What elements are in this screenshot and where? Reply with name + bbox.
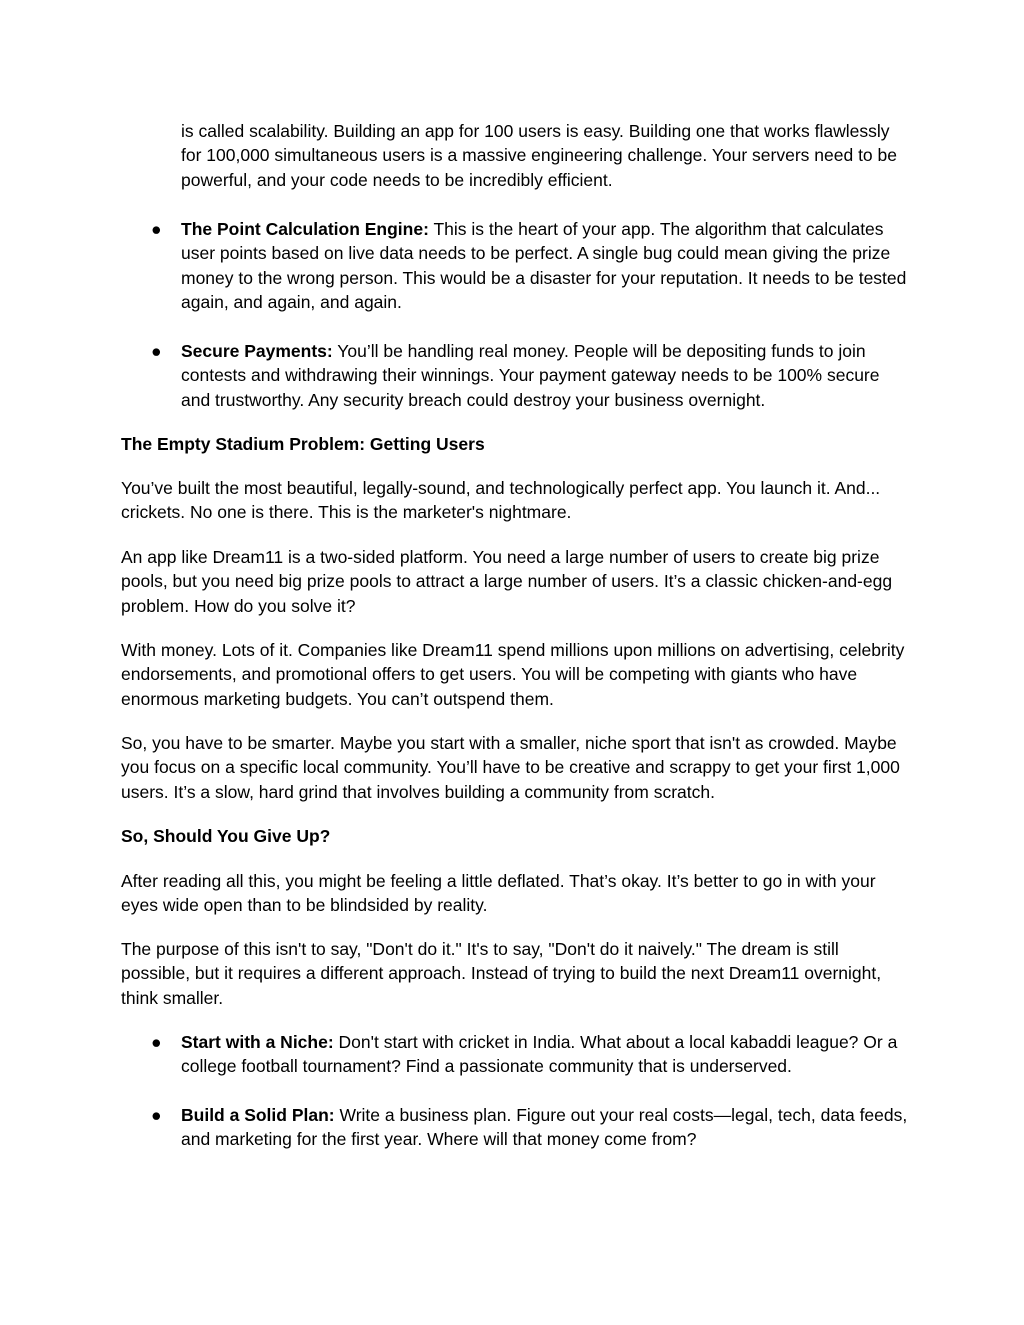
paragraph: You’ve built the most beautiful, legally-sound, and technologically perfect app. You launch it. And... crickets. No one is there. This is the marketer's nightmare.	[121, 478, 881, 523]
bullet-start-with-niche	[151, 1030, 911, 1079]
bullet-secure-payments	[151, 339, 911, 412]
section-heading-give-up: So, Should You Give Up?	[121, 826, 331, 846]
bullet-marker: ●	[151, 1105, 162, 1125]
bullet-title: Start with a Niche:	[181, 1032, 334, 1052]
continuation-paragraph: is called scalability. Building an app for 100 users is easy. Building one that works flawlessly for 100,000 simultaneous users is a massive engineering challenge. Your servers need to be powerful, and your code needs to be incredibly efficient.	[181, 121, 897, 190]
bullet-marker: ●	[151, 341, 162, 361]
bullet-body: This is the heart of your app. The algorithm that calculates user points based on live data needs to be perfect. A single bug could mean giving the prize money to the wrong person. This would be a disaster for your reputation. It needs to be tested again, and again, and again.	[181, 219, 907, 313]
bullet-body: Write a business plan. Figure out your real costs—legal, tech, data feeds, and marketing for the first year. Where will that money come from?	[181, 1105, 908, 1150]
bullet-point-calculation-engine	[151, 217, 911, 315]
bullet-body: Don't start with cricket in India. What about a local kabaddi league? Or a college football tournament? Find a passionate community that is underserved.	[181, 1032, 898, 1077]
section-heading-getting-users: The Empty Stadium Problem: Getting Users	[121, 434, 485, 454]
bullet-marker: ●	[151, 1032, 162, 1052]
bullet-body: You’ll be handling real money. People will be depositing funds to join contests and withdrawing their winnings. Your payment gateway needs to be 100% secure and trustworthy. Any security breach could destroy your business overnight.	[181, 341, 880, 410]
bullet-marker: ●	[151, 219, 162, 239]
paragraph: An app like Dream11 is a two-sided platform. You need a large number of users to create big prize pools, but you need big prize pools to attract a large number of users. It’s a classic chicken-and-egg problem. How do you solve it?	[121, 547, 893, 616]
paragraph: After reading all this, you might be feeling a little deflated. That’s okay. It’s better to go in with your eyes wide open than to be blindsided by reality.	[121, 871, 876, 916]
bullet-build-solid-plan	[151, 1103, 911, 1152]
paragraph: So, you have to be smarter. Maybe you start with a smaller, niche sport that isn't as crowded. Maybe you focus on a specific local community. You’ll have to be creative and scrappy to get your first 1,000 users. It’s a slow, hard grind that involves building a community from scratch.	[121, 733, 900, 802]
bullet-title: Build a Solid Plan:	[181, 1105, 335, 1125]
paragraph: With money. Lots of it. Companies like Dream11 spend millions upon millions on advertising, celebrity endorsements, and promotional offers to get users. You will be competing with giants who have enormous marketing budgets. You can’t outspend them.	[121, 640, 905, 709]
bullet-title: The Point Calculation Engine:	[181, 219, 429, 239]
paragraph: The purpose of this isn't to say, "Don't do it." It's to say, "Don't do it naively." The dream is still possible, but it requires a different approach. Instead of trying to build the next Dream11 overnight, think smaller.	[121, 939, 882, 1008]
bullet-title: Secure Payments:	[181, 341, 333, 361]
